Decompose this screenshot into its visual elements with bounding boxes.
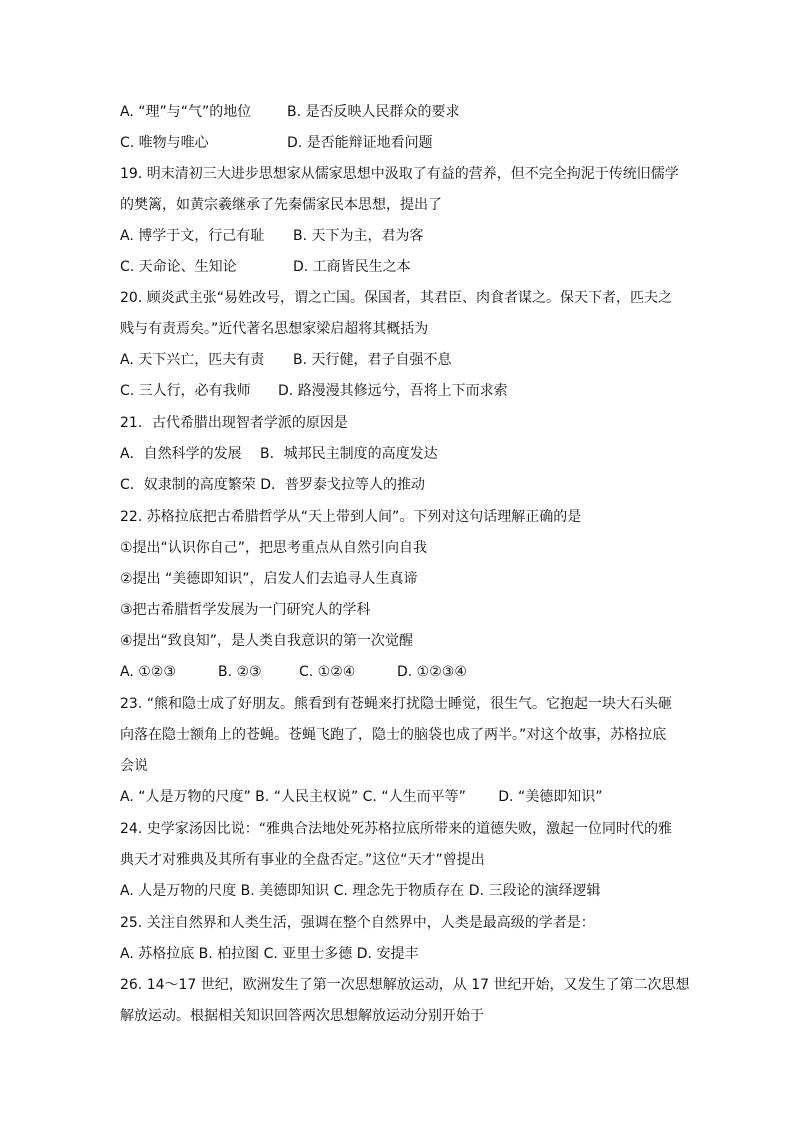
q22-item-1: ①提出“认识你自己”，把思考重点从自然引向自我 <box>120 540 428 556</box>
q22-option-a: A. ①②③ <box>120 664 176 680</box>
q19-stem-line-1: 19. 明末清初三大进步思想家从儒家思想中汲取了有益的营养，但不完全拘泥于传统旧儒学 <box>120 166 679 182</box>
q22-item-3: ③把古希腊哲学发展为一门研究人的学科 <box>120 602 371 618</box>
q19-option-b: B. 天下为主，君为客 <box>293 228 424 244</box>
q22-option-d: D. ①②③④ <box>397 664 467 680</box>
q26-stem-line-1: 26. 14～17 世纪，欧洲发生了第一次思想解放运动，从 17 世纪开始，又发生了第二次思想 <box>120 977 690 993</box>
q22-option-b: B. ②③ <box>218 664 262 680</box>
q19-option-c: C. 天命论、生知论 <box>120 259 237 275</box>
q22-item-4: ④提出“致良知”，是人类自我意识的第一次觉醒 <box>120 633 414 649</box>
q21-stem: 21．古代希腊出现智者学派的原因是 <box>120 415 348 431</box>
q24-stem-line-1: 24. 史学家汤因比说：“雅典合法地处死苏格拉底所带来的道德失败，激起一位同时代的雅 <box>120 821 672 837</box>
q20-stem-line-1: 20. 顾炎武主张“易姓改号，谓之亡国。保国者，其君臣、肉食者谋之。保天下者，匹夫之 <box>120 290 672 306</box>
q24-options: A. 人是万物的尺度 B. 美德即知识 C. 理念先于物质存在 D. 三段论的演绎逻辑 <box>120 883 601 899</box>
q19-option-d: D. 工商皆民生之本 <box>293 259 411 275</box>
q20-option-c: C. 三人行，必有我师 <box>120 383 251 399</box>
q18-option-c: C. 唯物与唯心 <box>120 135 209 151</box>
q22-stem: 22. 苏格拉底把古希腊哲学从“天上带到人间”。下列对这句话理解正确的是 <box>120 509 582 525</box>
q24-stem-line-2: 典天才对雅典及其所有事业的全盘否定。”这位“天才”曾提出 <box>120 852 485 868</box>
q21-options-line-2: C．奴隶制的高度繁荣 D．普罗泰戈拉等人的推动 <box>120 477 426 493</box>
q22-item-2: ②提出 “美德即知识”，启发人们去追寻人生真谛 <box>120 571 418 587</box>
q18-option-a: A. “理”与“气”的地位 <box>120 104 252 120</box>
q18-option-d: D. 是否能辩证地看问题 <box>287 135 433 151</box>
q20-option-b: B. 天行健，君子自强不息 <box>293 352 452 368</box>
q26-stem-line-2: 解放运动。根据相关知识回答两次思想解放运动分别开始于 <box>120 1008 484 1024</box>
q22-option-c: C. ①②④ <box>299 664 356 680</box>
q20-stem-line-2: 贱与有责焉矣。”近代著名思想家梁启超将其概括为 <box>120 321 429 337</box>
q19-option-a: A. 博学于文，行己有耻 <box>120 228 265 244</box>
q20-option-a: A. 天下兴亡，匹夫有责 <box>120 352 265 368</box>
q23-options: A. “人是万物的尺度” B. “人民主权说” C. “人生而平等” D. “美德即知识” <box>120 789 603 805</box>
q18-option-b: B. 是否反映人民群众的要求 <box>287 104 460 120</box>
q23-stem-line-2: 向落在隐士额角上的苍蝇。苍蝇飞跑了，隐士的脑袋也成了两半。”对这个故事，苏格拉底 <box>120 727 667 743</box>
q23-stem-line-1: 23. “熊和隐士成了好朋友。熊看到有苍蝇来打扰隐士睡觉，很生气。它抱起一块大石头砸 <box>120 696 672 712</box>
q20-option-d: D. 路漫漫其修远兮，吾将上下而求索 <box>278 383 508 399</box>
q25-options: A. 苏格拉底 B. 柏拉图 C. 亚里士多德 D. 安提丰 <box>120 946 419 962</box>
q23-stem-line-3: 会说 <box>120 758 148 774</box>
q19-stem-line-2: 的樊篱，如黄宗羲继承了先秦儒家民本思想，提出了 <box>120 197 442 213</box>
q21-options-line-1: A．自然科学的发展 B．城邦民主制度的高度发达 <box>120 446 438 462</box>
q25-stem: 25. 关注自然界和人类生活，强调在整个自然界中，人类是最高级的学者是： <box>120 915 595 931</box>
